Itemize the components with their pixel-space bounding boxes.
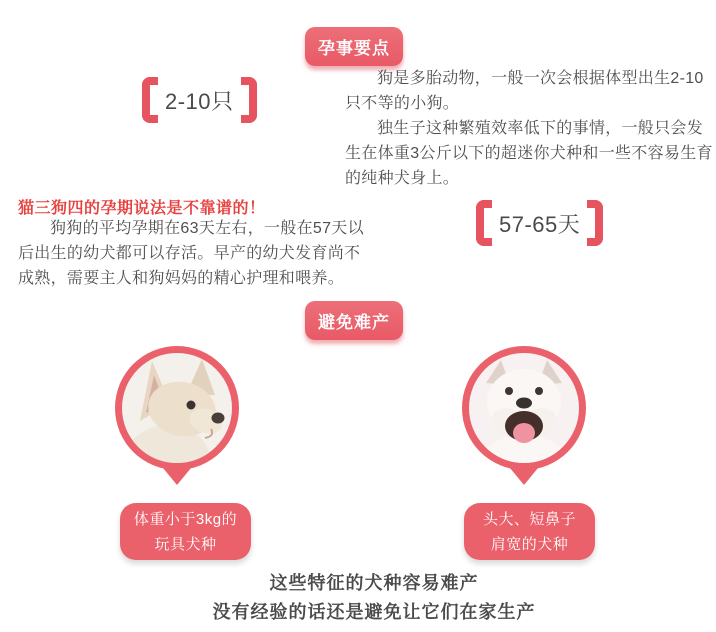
gestation-paragraph: 狗狗的平均孕期在63天左右，一般在57天以后出生的幼犬都可以存活。早产的幼犬发育尚不成熟，需要主人和狗妈妈的精心护理和喂养。 (18, 220, 364, 287)
section-badge-label: 避免难产 (318, 313, 390, 332)
pin-label-toy-breeds (120, 503, 251, 560)
left-bracket-icon (142, 77, 158, 123)
left-bracket-icon (476, 200, 492, 246)
intro-paragraph-2: 独生子这种繁殖效率低下的事情，一般只会发生在体重3公斤以下的超迷你犬种和一些不容易生育的纯种犬身上。 (345, 120, 713, 187)
pin-label-line2: 肩宽的犬种 (490, 536, 569, 553)
location-pin-icon (112, 345, 242, 487)
pin-label-broad-breeds (464, 503, 595, 560)
location-pin-icon (459, 345, 589, 487)
stat-litter-size-value: 2-10只 (165, 88, 234, 114)
section-badge-avoid-dystocia (305, 301, 403, 340)
stat-gestation-days (476, 200, 603, 246)
footer-line1: 这些特征的犬种容易难产 (269, 573, 479, 593)
gestation-paragraph-block (18, 216, 374, 291)
right-bracket-icon (241, 77, 257, 123)
section-badge-label: 孕事要点 (318, 39, 390, 58)
right-bracket-icon (587, 200, 603, 246)
stat-gestation-days-value: 57-65天 (499, 211, 581, 237)
footer-line2: 没有经验的话还是避免让它们在家生产 (212, 602, 536, 622)
footer-note (32, 569, 716, 627)
pin-label-line2: 玩具犬种 (154, 536, 217, 553)
section-badge-pregnancy-points (305, 27, 403, 66)
pin-label-line1: 体重小于3kg的 (133, 511, 238, 528)
stat-litter-size (142, 77, 257, 123)
gestation-claim-title: 猫三狗四的孕期说法是不靠谱的！ (18, 200, 266, 217)
intro-paragraphs (345, 66, 715, 191)
intro-paragraph-1: 狗是多胎动物，一般一次会根据体型出生2-10只不等的小狗。 (345, 70, 704, 112)
pin-label-line1: 头大、短鼻子 (482, 511, 576, 528)
